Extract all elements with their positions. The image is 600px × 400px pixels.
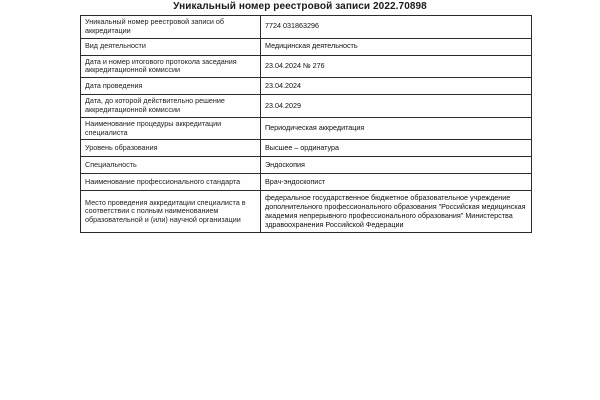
table-row — [81, 38, 532, 55]
row-label: Специальность — [81, 157, 261, 174]
row-label: Наименование процедуры аккредитации специалиста — [81, 117, 261, 140]
row-label: Уникальный номер реестровой записи об аккредитации — [81, 16, 261, 39]
row-label: Дата проведения — [81, 78, 261, 95]
row-value: 23.04.2024 — [261, 78, 532, 95]
row-value: Высшее – ординатура — [261, 140, 532, 157]
row-value: Периодическая аккредитация — [261, 117, 532, 140]
row-label: Наименование профессионального стандарта — [81, 174, 261, 191]
row-value: Врач-эндоскопист — [261, 174, 532, 191]
table-row — [81, 78, 532, 95]
row-label: Дата и номер итогового протокола заседания аккредитационной комиссии — [81, 55, 261, 78]
table-row — [81, 95, 532, 118]
row-value: 7724 031863296 — [261, 16, 532, 39]
table-row — [81, 117, 532, 140]
row-label: Вид деятельности — [81, 38, 261, 55]
row-label: Уровень образования — [81, 140, 261, 157]
table-row — [81, 174, 532, 191]
row-label: Дата, до которой действительно решение аккредитационной комиссии — [81, 95, 261, 118]
row-value: Медицинская деятельность — [261, 38, 532, 55]
table-row — [81, 16, 532, 39]
table-row — [81, 157, 532, 174]
table-row — [81, 140, 532, 157]
row-value: Эндоскопия — [261, 157, 532, 174]
accreditation-table — [80, 15, 532, 233]
table-row — [81, 55, 532, 78]
row-value: 23.04.2029 — [261, 95, 532, 118]
registry-title: Уникальный номер реестровой записи 2022.70898 — [173, 1, 427, 12]
table-row — [81, 191, 532, 233]
row-label: Место проведения аккредитации специалиста в соответствии с полным наименованием образовательной и (или) научной организации — [81, 191, 261, 233]
row-value: федеральное государственное бюджетное образовательное учреждение дополнительного профессионального образования "Российская медицинская академия непрерывного профессионального образования" Министерства здравоохранения Российской Федерации — [261, 191, 532, 233]
row-value: 23.04.2024 № 276 — [261, 55, 532, 78]
